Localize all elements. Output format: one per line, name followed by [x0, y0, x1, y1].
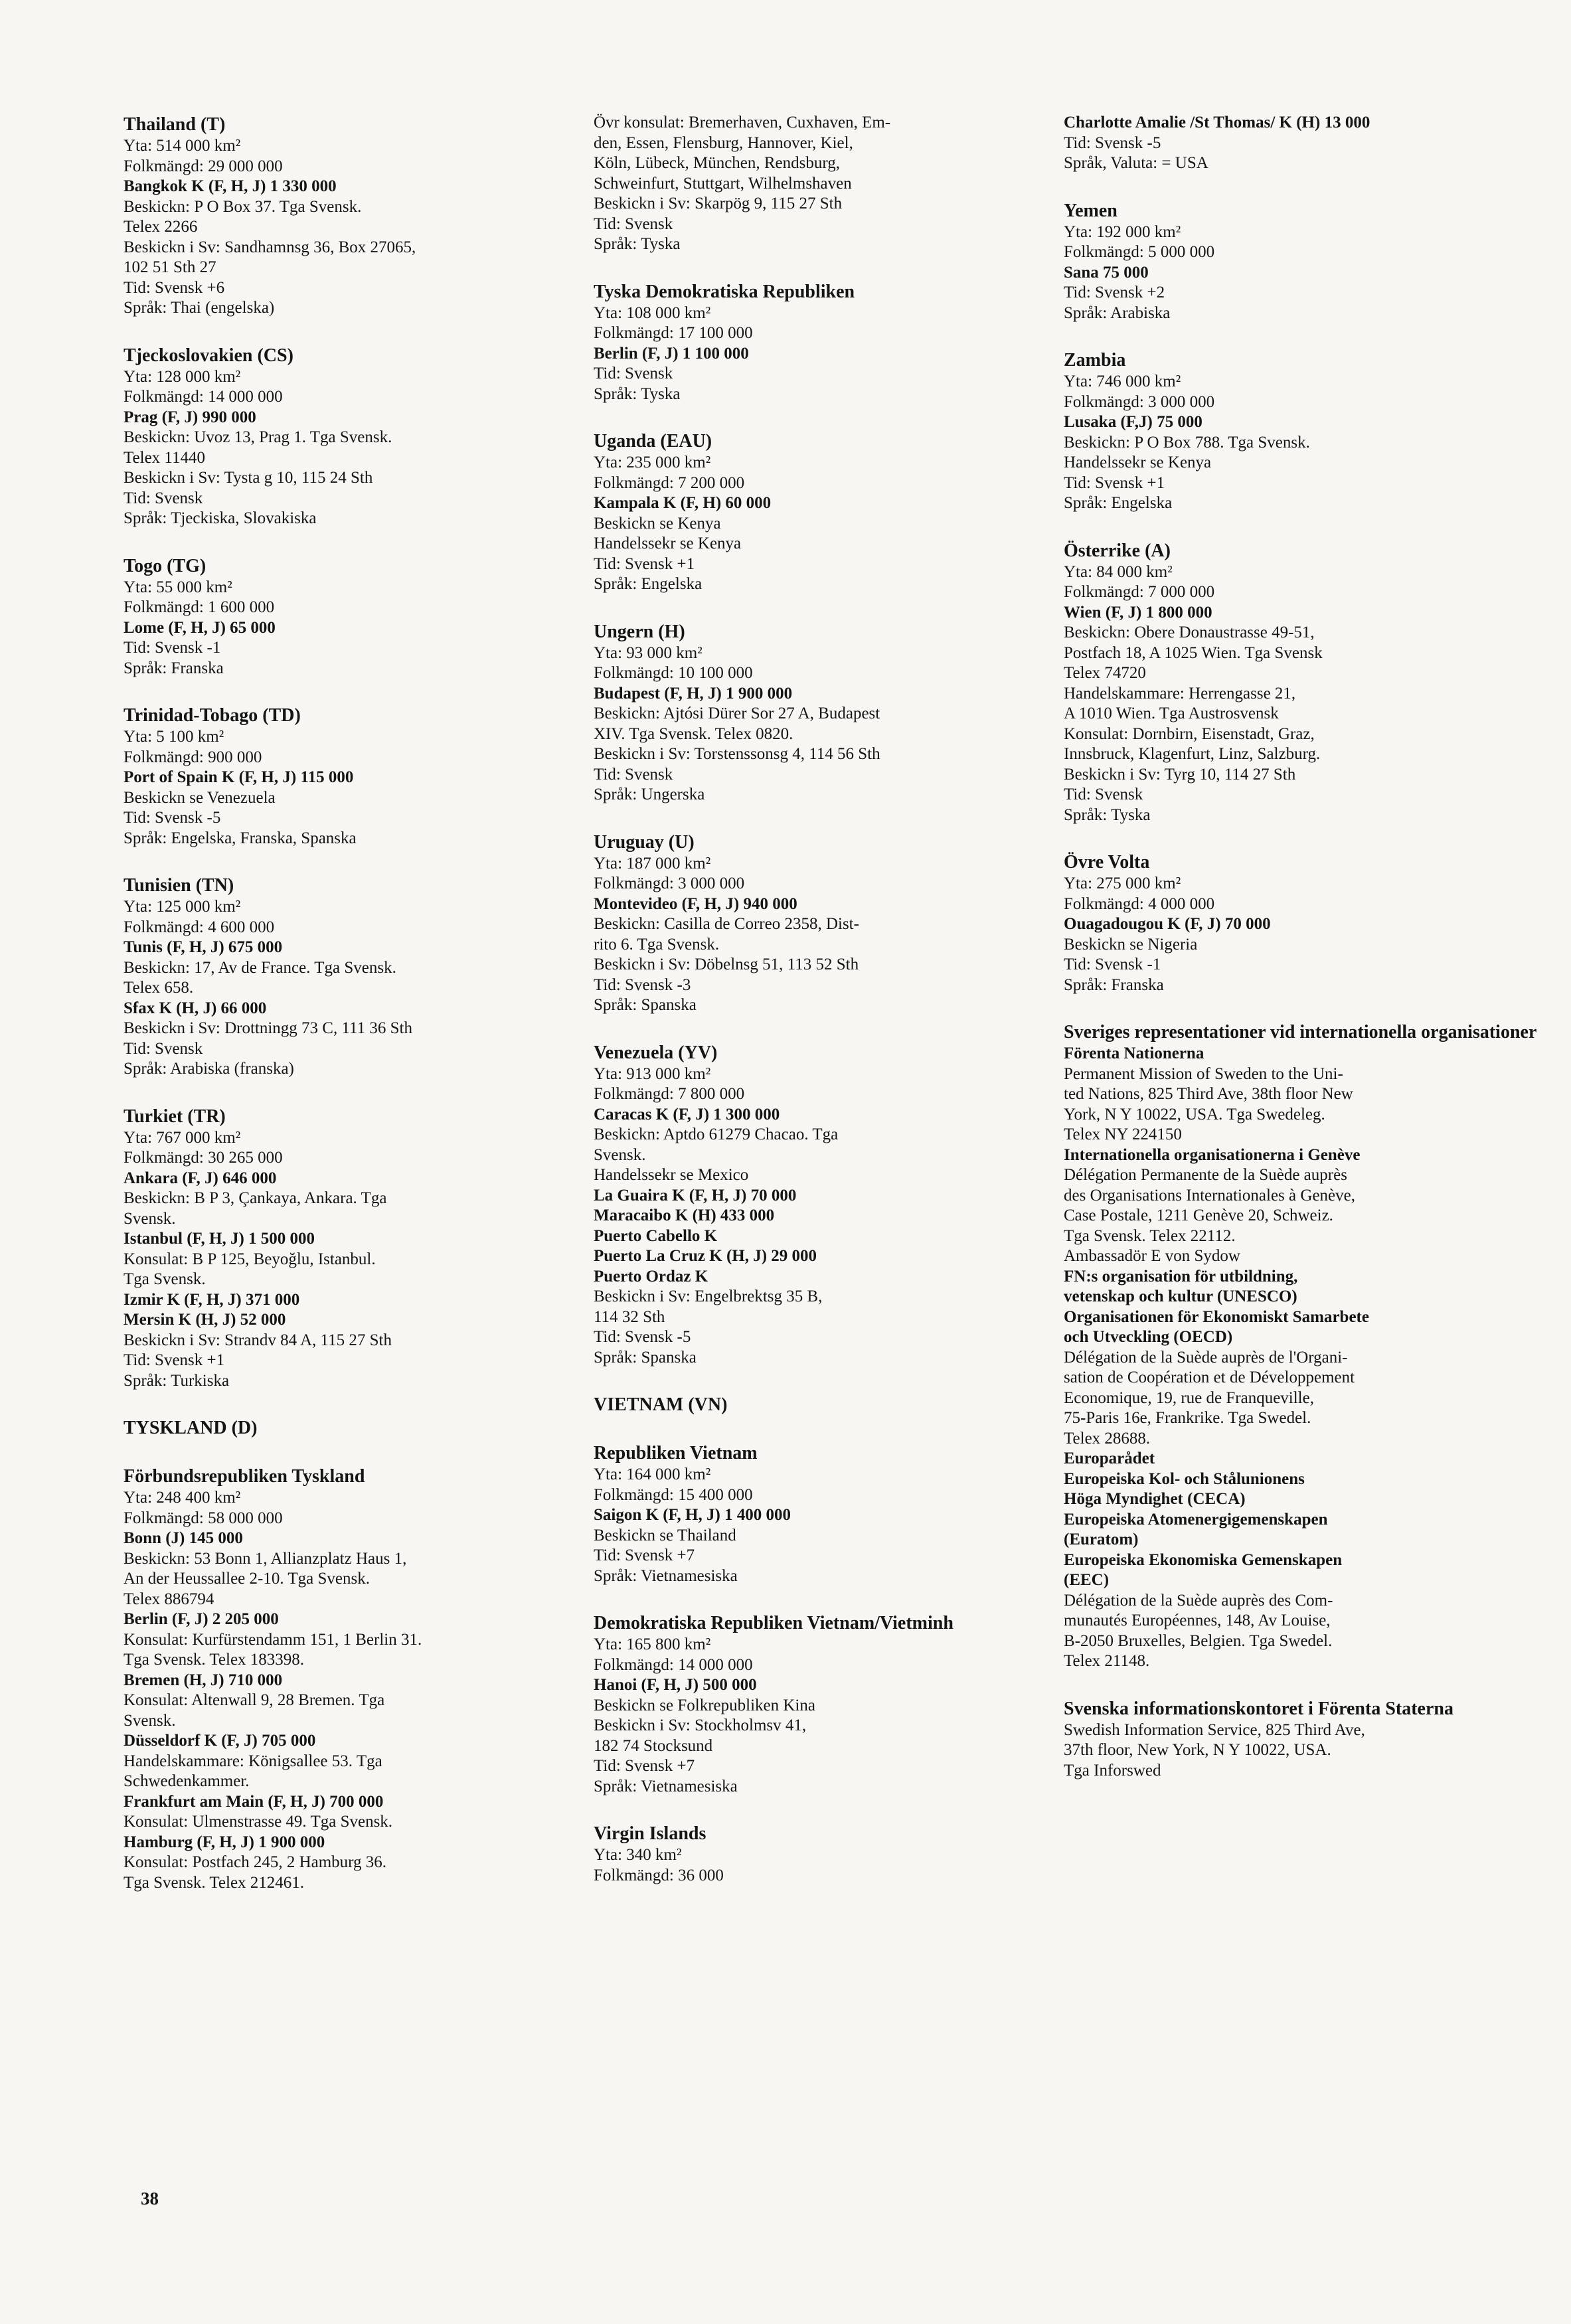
- city-line: Maracaibo K (H) 433 000: [594, 1206, 775, 1224]
- entry-line: 75-Paris 16e, Frankrike. Tga Swedel.: [1064, 1409, 1311, 1427]
- country-entry: [124, 1105, 522, 1392]
- entry-line: Telex 886794: [124, 1590, 214, 1608]
- entry-line: Telex 11440: [124, 448, 205, 467]
- entry-line: Folkmängd: 36 000: [594, 1866, 724, 1884]
- entry-line: Tid: Svensk: [1064, 786, 1143, 803]
- city-line: Sfax K (H, J) 66 000: [124, 999, 267, 1017]
- entry-line: Tid: Svensk: [594, 765, 673, 784]
- entry-line: Tid: Svensk +7: [594, 1546, 695, 1564]
- entry-line: Tid: Svensk +1: [124, 1351, 225, 1369]
- entry-heading: Sveriges representationer vid internationella organisationer: [1064, 1022, 1537, 1042]
- entry-line: Telex 2266: [124, 218, 198, 236]
- entry-heading: Yemen: [1064, 200, 1117, 221]
- entry-line: Innsbruck, Klagenfurt, Linz, Salzburg.: [1064, 745, 1321, 763]
- city-line: Internationella organisationerna i Genève: [1064, 1145, 1361, 1164]
- entry-line: Economique, 19, rue de Franqueville,: [1064, 1388, 1314, 1407]
- country-entry: [1064, 113, 1475, 174]
- entry-line: Beskickn i Sv: Sandhamnsg 36, Box 27065,: [124, 238, 416, 256]
- city-line: Kampala K (F, H) 60 000: [594, 494, 772, 512]
- city-line: Wien (F, J) 1 800 000: [1064, 603, 1212, 622]
- country-entry: [124, 874, 522, 1080]
- entry-line: Tid: Svensk -1: [1064, 955, 1161, 973]
- entry-line: Yta: 514 000 km²: [124, 137, 241, 155]
- entry-line: Beskickn se Nigeria: [1064, 935, 1198, 954]
- entry-heading: Förbundsrepubliken Tyskland: [124, 1466, 365, 1487]
- country-entry: [1064, 851, 1475, 995]
- entry-line: Délégation Permanente de la Suède auprès: [1064, 1166, 1347, 1184]
- city-line: Berlin (F, J) 2 205 000: [124, 1610, 279, 1628]
- entry-line: Språk: Thai (engelska): [124, 299, 275, 317]
- city-line: Ouagadougou K (F, J) 70 000: [1064, 915, 1271, 933]
- entry-line: Telex 21148.: [1064, 1652, 1150, 1670]
- city-line: Förenta Nationerna: [1064, 1044, 1204, 1062]
- city-line: Caracas K (F, J) 1 300 000: [594, 1105, 780, 1123]
- entry-line: Folkmängd: 14 000 000: [124, 388, 283, 406]
- city-line: Hamburg (F, H, J) 1 900 000: [124, 1833, 325, 1851]
- city-line: Höga Myndighet (CECA): [1064, 1490, 1246, 1508]
- country-entry: [594, 1393, 999, 1416]
- entry-line: rito 6. Tga Svensk.: [594, 935, 720, 954]
- entry-heading: Zambia: [1064, 350, 1126, 371]
- entry-line: 182 74 Stocksund: [594, 1736, 713, 1755]
- entry-line: Folkmängd: 5 000 000: [1064, 243, 1215, 261]
- city-line: Europeiska Atomenergigemenskapen: [1064, 1510, 1328, 1529]
- entry-line: Folkmängd: 3 000 000: [1064, 392, 1215, 411]
- entry-line: Språk: Franska: [1064, 975, 1164, 994]
- entry-heading: Tyska Demokratiska Republiken: [594, 281, 855, 302]
- entry-line: Yta: 340 km²: [594, 1846, 682, 1864]
- entry-line: Yta: 55 000 km²: [124, 578, 232, 596]
- column-1: [124, 113, 522, 1918]
- entry-line: Beskickn i Sv: Drottningg 73 C, 111 36 Sth: [124, 1019, 412, 1037]
- entry-line: Språk: Spanska: [594, 996, 697, 1014]
- entry-line: Språk: Vietnamesiska: [594, 1777, 738, 1795]
- city-line: Sana 75 000: [1064, 263, 1149, 282]
- city-line: vetenskap och kultur (UNESCO): [1064, 1287, 1297, 1305]
- entry-line: Språk: Vietnamesiska: [594, 1566, 738, 1585]
- entry-line: Språk: Spanska: [594, 1348, 697, 1367]
- entry-line: Folkmängd: 900 000: [124, 748, 262, 766]
- entry-heading: Virgin Islands: [594, 1823, 706, 1844]
- entry-line: Schwedenkammer.: [124, 1772, 250, 1790]
- entry-line: Beskickn i Sv: Tyrg 10, 114 27 Sth: [1064, 765, 1296, 784]
- city-line: Port of Spain K (F, H, J) 115 000: [124, 768, 354, 786]
- city-line: Tunis (F, H, J) 675 000: [124, 938, 283, 956]
- entry-line: Postfach 18, A 1025 Wien. Tga Svensk: [1064, 643, 1323, 662]
- entry-line: Folkmängd: 4 600 000: [124, 918, 275, 936]
- city-line: Puerto La Cruz K (H, J) 29 000: [594, 1247, 817, 1265]
- entry-heading: TYSKLAND (D): [124, 1418, 258, 1438]
- entry-line: Beskickn i Sv: Strandv 84 A, 115 27 Sth: [124, 1331, 392, 1349]
- entry-line: Handelskammare: Königsallee 53. Tga: [124, 1752, 382, 1770]
- entry-heading: Uruguay (U): [594, 831, 695, 853]
- entry-line: Tid: Svensk -3: [594, 975, 691, 994]
- city-line: och Utveckling (OECD): [1064, 1328, 1233, 1346]
- entry-line: Beskickn se Kenya: [594, 514, 721, 533]
- entry-line: Språk: Tyska: [594, 384, 681, 403]
- entry-line: 37th floor, New York, N Y 10022, USA.: [1064, 1741, 1331, 1759]
- country-entry: [1064, 1697, 1475, 1782]
- entry-line: Tga Svensk. Telex 183398.: [124, 1651, 305, 1669]
- entry-line: Beskickn: 53 Bonn 1, Allianzplatz Haus 1,: [124, 1549, 407, 1568]
- entry-line: Yta: 275 000 km²: [1064, 874, 1181, 892]
- country-entry: [594, 280, 999, 405]
- entry-line: Beskickn i Sv: Torstenssonsg 4, 114 56 Sth: [594, 745, 880, 763]
- entry-line: Yta: 128 000 km²: [124, 367, 241, 386]
- entry-heading: Ungern (H): [594, 621, 685, 642]
- entry-line: Yta: 235 000 km²: [594, 454, 711, 471]
- city-line: FN:s organisation för utbildning,: [1064, 1267, 1298, 1286]
- entry-heading: Svenska informationskontoret i Förenta Staterna: [1064, 1698, 1453, 1719]
- entry-line: Folkmängd: 3 000 000: [594, 874, 745, 892]
- entry-heading: Republiken Vietnam: [594, 1443, 758, 1463]
- entry-line: Tga Svensk. Telex 22112.: [1064, 1226, 1236, 1245]
- column-2: [594, 113, 999, 1911]
- entry-line: Tid: Svensk: [124, 1039, 203, 1058]
- entry-line: Språk: Engelska: [594, 575, 703, 593]
- entry-line: B-2050 Bruxelles, Belgien. Tga Swedel.: [1064, 1631, 1333, 1650]
- entry-line: Folkmängd: 14 000 000: [594, 1655, 753, 1674]
- entry-heading: Togo (TG): [124, 555, 207, 576]
- entry-line: Tid: Svensk -5: [1064, 133, 1161, 152]
- entry-heading: Venezuela (YV): [594, 1042, 718, 1063]
- entry-line: Swedish Information Service, 825 Third Ave,: [1064, 1720, 1365, 1739]
- city-line: Ankara (F, J) 646 000: [124, 1169, 277, 1187]
- entry-line: Konsulat: Dornbirn, Eisenstadt, Graz,: [1064, 724, 1315, 743]
- city-line: La Guaira K (F, H, J) 70 000: [594, 1186, 797, 1204]
- entry-line: Språk: Arabiska: [1064, 303, 1171, 322]
- entry-line: Telex NY 224150: [1064, 1125, 1182, 1143]
- entry-line: Yta: 125 000 km²: [124, 898, 241, 916]
- entry-line: Yta: 108 000 km²: [594, 303, 711, 322]
- entry-line: Köln, Lübeck, München, Rendsburg,: [594, 154, 841, 172]
- entry-line: Beskickn: Uvoz 13, Prag 1. Tga Svensk.: [124, 428, 392, 446]
- city-line: Mersin K (H, J) 52 000: [124, 1311, 286, 1329]
- country-entry: [1064, 1021, 1537, 1672]
- entry-heading: Övre Volta: [1064, 852, 1150, 872]
- entry-line: Beskickn: Casilla de Correo 2358, Dist-: [594, 915, 859, 933]
- entry-line: Tid: Svensk +2: [1064, 284, 1165, 301]
- entry-line: Beskickn se Venezuela: [124, 788, 276, 807]
- entry-line: Yta: 767 000 km²: [124, 1128, 241, 1147]
- entry-line: Folkmängd: 7 200 000: [594, 473, 745, 492]
- entry-line: Tga Svensk.: [124, 1270, 206, 1288]
- entry-line: Schweinfurt, Stuttgart, Wilhelmshaven: [594, 174, 852, 193]
- entry-line: Språk: Tyska: [1064, 805, 1151, 824]
- entry-line: Övr konsulat: Bremerhaven, Cuxhaven, Em-: [594, 114, 891, 131]
- entry-line: Beskickn: P O Box 37. Tga Svensk.: [124, 197, 362, 216]
- entry-line: Yta: 192 000 km²: [1064, 222, 1181, 241]
- city-line: Izmir K (F, H, J) 371 000: [124, 1290, 300, 1309]
- entry-line: Tga Inforswed: [1064, 1761, 1161, 1780]
- entry-line: Folkmängd: 30 265 000: [124, 1149, 283, 1167]
- entry-line: Språk: Ungerska: [594, 786, 705, 803]
- country-entry: [594, 620, 999, 805]
- country-entry: [594, 1041, 999, 1369]
- entry-line: Yta: 84 000 km²: [1064, 562, 1173, 581]
- entry-line: Tid: Svensk +1: [594, 554, 695, 573]
- entry-line: Yta: 187 000 km²: [594, 854, 711, 872]
- city-line: Hanoi (F, H, J) 500 000: [594, 1676, 757, 1694]
- country-entry: [124, 113, 522, 319]
- city-line: Istanbul (F, H, J) 1 500 000: [124, 1230, 315, 1248]
- country-entry: [594, 831, 999, 1016]
- entry-line: Telex 658.: [124, 979, 194, 997]
- entry-line: Beskickn: Obere Donaustrasse 49-51,: [1064, 623, 1315, 641]
- city-line: (Euratom): [1064, 1531, 1139, 1548]
- country-entry: [594, 430, 999, 595]
- entry-line: Beskickn: P O Box 788. Tga Svensk.: [1064, 433, 1310, 452]
- entry-line: Beskickn: Ajtósi Dürer Sor 27 A, Budapest: [594, 705, 880, 722]
- city-line: Montevideo (F, H, J) 940 000: [594, 894, 797, 913]
- entry-line: 114 32 Sth: [594, 1307, 665, 1326]
- entry-line: Délégation de la Suède auprès des Com-: [1064, 1591, 1333, 1610]
- country-entry: [1064, 199, 1475, 324]
- city-line: Puerto Ordaz K: [594, 1267, 708, 1286]
- entry-line: Svensk.: [124, 1711, 176, 1730]
- entry-line: York, N Y 10022, USA. Tga Swedeleg.: [1064, 1105, 1325, 1123]
- entry-line: Handelskammare: Herrengasse 21,: [1064, 684, 1296, 703]
- entry-line: Beskickn se Thailand: [594, 1526, 736, 1544]
- entry-line: Tid: Svensk +7: [594, 1757, 695, 1775]
- city-line: Frankfurt am Main (F, H, J) 700 000: [124, 1792, 384, 1811]
- entry-line: Tid: Svensk -5: [124, 809, 221, 827]
- entry-line: Beskickn i Sv: Skarpög 9, 115 27 Sth: [594, 195, 843, 212]
- city-line: Europeiska Ekonomiska Gemenskapen: [1064, 1550, 1343, 1569]
- country-entry: [594, 1612, 999, 1797]
- entry-line: Tga Svensk. Telex 212461.: [124, 1873, 305, 1892]
- entry-line: Tid: Svensk -1: [124, 639, 221, 657]
- entry-line: Folkmängd: 7 800 000: [594, 1085, 745, 1103]
- entry-line: Telex 28688.: [1064, 1429, 1151, 1448]
- entry-heading: Turkiet (TR): [124, 1106, 226, 1127]
- entry-line: Folkmängd: 17 100 000: [594, 324, 753, 342]
- entry-line: Folkmängd: 58 000 000: [124, 1509, 283, 1527]
- city-line: Organisationen för Ekonomiskt Samarbete: [1064, 1307, 1369, 1326]
- entry-line: Yta: 913 000 km²: [594, 1064, 711, 1083]
- entry-line: Handelssekr se Mexico: [594, 1166, 749, 1184]
- page-number: 38: [141, 2189, 159, 2208]
- entry-line: Folkmängd: 7 000 000: [1064, 583, 1215, 601]
- entry-heading: VIETNAM (VN): [594, 1394, 728, 1415]
- entry-line: A 1010 Wien. Tga Austrosvensk: [1064, 705, 1279, 722]
- city-line: Lusaka (F,J) 75 000: [1064, 413, 1202, 431]
- entry-line: Konsulat: Kurfürstendamm 151, 1 Berlin 31.: [124, 1630, 422, 1649]
- entry-line: Folkmängd: 10 100 000: [594, 664, 753, 682]
- country-entry: [124, 344, 522, 529]
- city-line: Lome (F, H, J) 65 000: [124, 618, 276, 637]
- entry-line: Tid: Svensk: [594, 214, 673, 233]
- entry-line: Folkmängd: 1 600 000: [124, 598, 275, 616]
- entry-line: Tid: Svensk +1: [1064, 473, 1165, 492]
- entry-line: Beskickn i Sv: Stockholmsv 41,: [594, 1716, 807, 1734]
- entry-line: Folkmängd: 4 000 000: [1064, 894, 1215, 913]
- city-line: Berlin (F, J) 1 100 000: [594, 344, 749, 363]
- city-line: Europarådet: [1064, 1450, 1155, 1467]
- country-entry: [124, 554, 522, 679]
- entry-line: Tid: Svensk: [124, 489, 203, 507]
- entry-line: Yta: 165 800 km²: [594, 1635, 711, 1653]
- entry-line: Délégation de la Suède auprès de l'Organi-: [1064, 1348, 1348, 1367]
- column-3: [1064, 113, 1537, 1806]
- entry-line: Permanent Mission of Sweden to the Uni-: [1064, 1064, 1343, 1083]
- entry-line: Beskickn: B P 3, Çankaya, Ankara. Tga: [124, 1189, 387, 1207]
- entry-heading: Thailand (T): [124, 114, 226, 135]
- country-entry: [594, 1822, 999, 1886]
- entry-line: den, Essen, Flensburg, Hannover, Kiel,: [594, 133, 853, 152]
- entry-line: Yta: 164 000 km²: [594, 1465, 711, 1483]
- entry-line: Konsulat: Altenwall 9, 28 Bremen. Tga: [124, 1691, 385, 1709]
- entry-line: Yta: 746 000 km²: [1064, 373, 1181, 390]
- country-entry: [124, 1416, 522, 1440]
- entry-line: Språk: Arabiska (franska): [124, 1060, 294, 1078]
- entry-line: Språk, Valuta: = USA: [1064, 154, 1208, 172]
- city-line: Prag (F, J) 990 000: [124, 408, 256, 426]
- city-line: Bremen (H, J) 710 000: [124, 1671, 283, 1689]
- entry-line: Yta: 93 000 km²: [594, 643, 703, 662]
- entry-line: An der Heussallee 2-10. Tga Svensk.: [124, 1570, 370, 1588]
- entry-line: XIV. Tga Svensk. Telex 0820.: [594, 724, 793, 743]
- entry-line: Handelssekr se Kenya: [594, 535, 742, 552]
- entry-line: Beskickn: 17, Av de France. Tga Svensk.: [124, 958, 396, 977]
- entry-heading: Österrike (A): [1064, 540, 1171, 561]
- entry-line: Yta: 5 100 km²: [124, 728, 224, 746]
- city-line: Bonn (J) 145 000: [124, 1529, 243, 1547]
- entry-line: Beskickn i Sv: Döbelnsg 51, 113 52 Sth: [594, 955, 859, 973]
- city-line: Puerto Cabello K: [594, 1226, 718, 1245]
- entry-line: Svensk.: [594, 1145, 646, 1164]
- entry-line: Språk: Engelska: [1064, 494, 1173, 512]
- entry-heading: Uganda (EAU): [594, 431, 712, 452]
- entry-line: 102 51 Sth 27: [124, 258, 216, 276]
- entry-line: Tid: Svensk: [594, 365, 673, 382]
- entry-line: Språk: Turkiska: [124, 1371, 230, 1390]
- entry-heading: Trinidad-Tobago (TD): [124, 705, 301, 726]
- country-entry: [1064, 539, 1475, 826]
- country-entry: [594, 113, 999, 255]
- entry-line: Handelssekr se Kenya: [1064, 454, 1212, 471]
- entry-line: Folkmängd: 29 000 000: [124, 157, 283, 175]
- entry-line: Folkmängd: 15 400 000: [594, 1485, 753, 1504]
- entry-line: des Organisations Internationales à Genève,: [1064, 1186, 1355, 1204]
- country-entry: [1064, 349, 1475, 514]
- entry-line: ted Nations, 825 Third Ave, 38th floor New: [1064, 1085, 1353, 1103]
- country-entry: [124, 1465, 522, 1893]
- city-line: Europeiska Kol- och Stålunionens: [1064, 1469, 1305, 1488]
- city-line: (EEC): [1064, 1571, 1110, 1589]
- entry-line: Konsulat: Postfach 245, 2 Hamburg 36.: [124, 1853, 387, 1871]
- entry-heading: Demokratiska Republiken Vietnam/Vietminh: [594, 1613, 953, 1633]
- entry-line: Språk: Tyska: [594, 235, 681, 253]
- entry-line: sation de Coopération et de Développement: [1064, 1369, 1355, 1386]
- country-entry: [124, 704, 522, 849]
- entry-line: Ambassadör E von Sydow: [1064, 1247, 1240, 1265]
- entry-line: Telex 74720: [1064, 664, 1146, 682]
- entry-line: Beskickn se Folkrepubliken Kina: [594, 1696, 815, 1714]
- entry-line: Konsulat: Ulmenstrasse 49. Tga Svensk.: [124, 1813, 393, 1831]
- entry-line: Språk: Engelska, Franska, Spanska: [124, 829, 357, 847]
- city-line: Saigon K (F, H, J) 1 400 000: [594, 1506, 791, 1524]
- entry-heading: Tjeckoslovakien (CS): [124, 345, 293, 366]
- city-line: Bangkok K (F, H, J) 1 330 000: [124, 177, 337, 195]
- entry-line: Svensk.: [124, 1209, 176, 1228]
- city-line: Düsseldorf K (F, J) 705 000: [124, 1732, 316, 1750]
- city-line: Charlotte Amalie /St Thomas/ K (H) 13 000: [1064, 114, 1370, 131]
- entry-line: Språk: Tjeckiska, Slovakiska: [124, 509, 317, 527]
- entry-line: Konsulat: B P 125, Beyoğlu, Istanbul.: [124, 1250, 376, 1268]
- entry-line: Case Postale, 1211 Genève 20, Schweiz.: [1064, 1206, 1333, 1224]
- entry-line: Tid: Svensk -5: [594, 1328, 691, 1346]
- country-entry: [594, 1442, 999, 1586]
- entry-line: Beskickn i Sv: Engelbrektsg 35 B,: [594, 1287, 823, 1305]
- entry-line: Beskickn: Aptdo 61279 Chacao. Tga: [594, 1125, 839, 1143]
- entry-line: Beskickn i Sv: Tysta g 10, 115 24 Sth: [124, 469, 373, 487]
- entry-heading: Tunisien (TN): [124, 875, 234, 896]
- entry-line: Tid: Svensk +6: [124, 278, 225, 297]
- entry-line: Språk: Franska: [124, 659, 224, 677]
- entry-line: Yta: 248 400 km²: [124, 1489, 241, 1507]
- entry-line: munautés Européennes, 148, Av Louise,: [1064, 1612, 1331, 1629]
- city-line: Budapest (F, H, J) 1 900 000: [594, 684, 793, 703]
